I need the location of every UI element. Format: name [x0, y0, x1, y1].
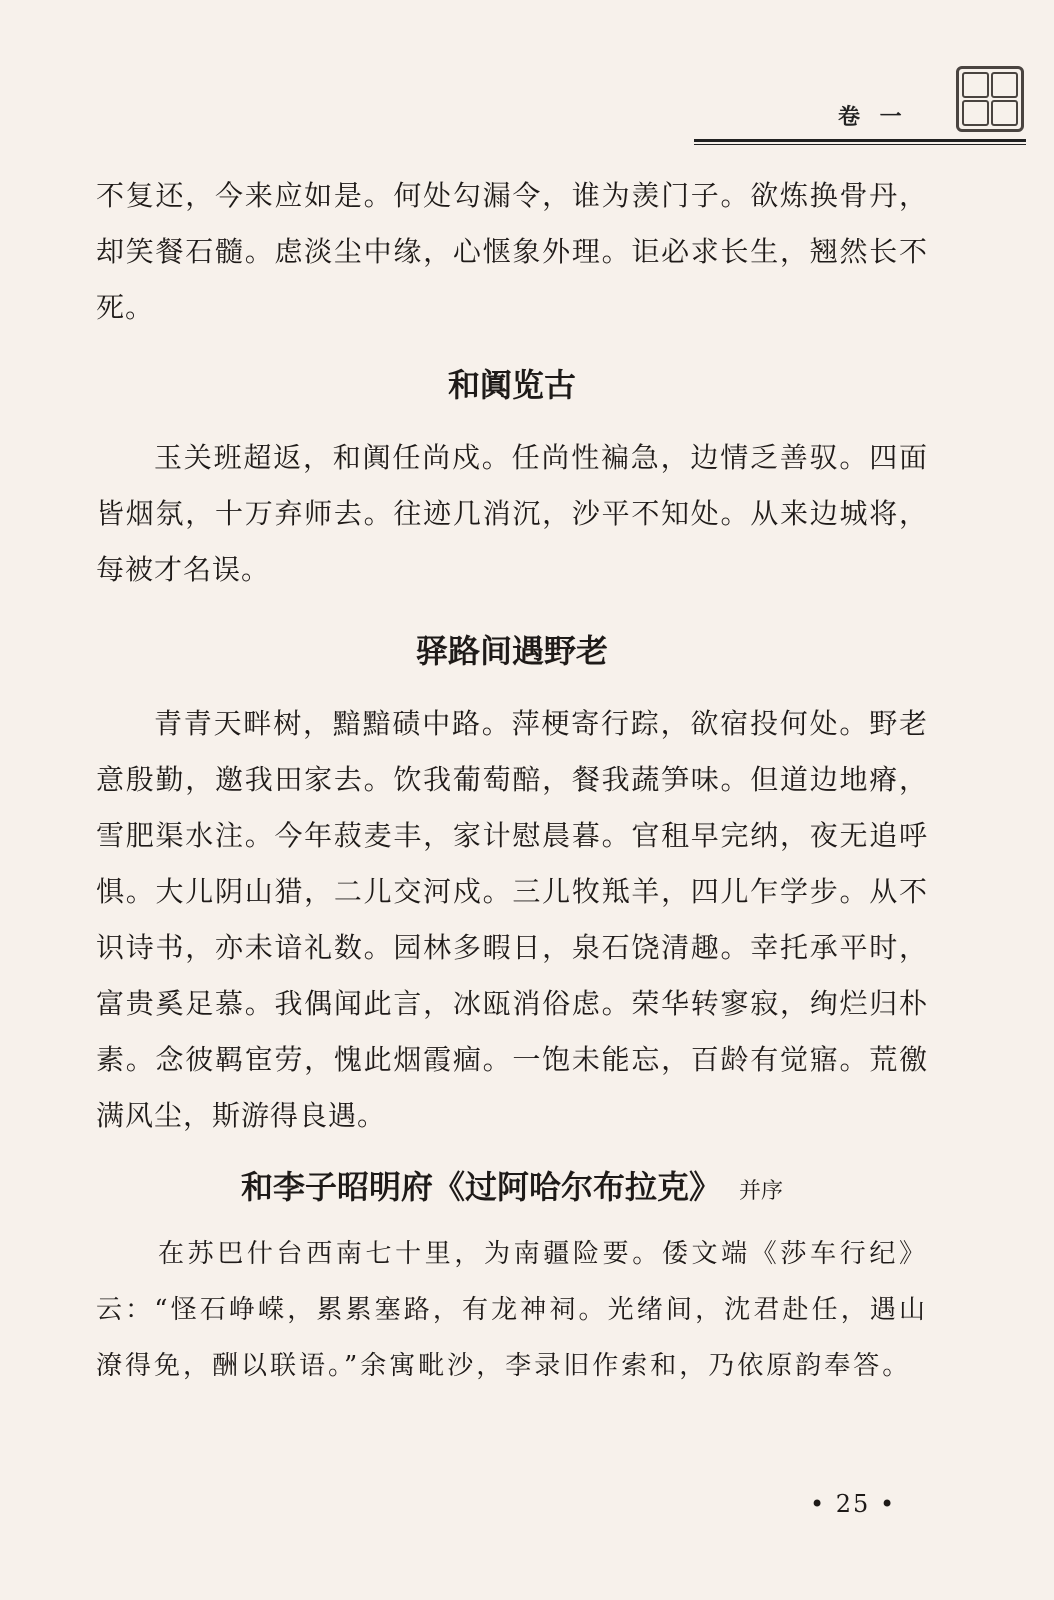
page-number: • 25 •	[810, 1490, 897, 1518]
poem-title-yilu: 驿路间遇野老	[415, 632, 608, 670]
seal-stamp-icon	[956, 66, 1024, 132]
header-rule	[694, 139, 1026, 145]
poem-title-hetian: 和阗览古	[447, 366, 576, 404]
poem-title-suffix: 并序	[739, 1179, 784, 1204]
poem-body-hetian: 玉关班超返，和阗任尚戍。任尚性褊急，边情乏善驭。四面皆烟氛，十万弃师去。往迹几消沉，沙平不知处。从来边城将，每被才名误。	[96, 441, 928, 586]
running-header: 卷 一	[838, 105, 908, 130]
poem-title-li-zizhao	[96, 1162, 928, 1208]
poem-title-text: 和李子昭明府《过阿哈尔布拉克》	[240, 1168, 721, 1206]
poem-preface: 在苏巴什台西南七十里，为南疆险要。倭文端《莎车行纪》云：“怪石峥嵘，累累塞路，有龙神祠。光绪间，沈君赴任，遇山潦得免，酬以联语。”余寓毗沙，李录旧作索和，乃依原韵奉答。	[96, 1239, 928, 1381]
continued-paragraph: 不复还，今来应如是。何处勾漏令，谁为羡门子。欲炼换骨丹，却笑餐石髓。虑淡尘中缘，心惬象外理。讵必求长生，翘然长不死。	[96, 179, 928, 324]
poem-body-yilu: 青青天畔树，黯黯碛中路。萍梗寄行踪，欲宿投何处。野老意殷勤，邀我田家去。饮我葡萄醅，餐我蔬笋味。但道边地瘠，雪肥渠水注。今年菽麦丰，家计慰晨暮。官租早完纳，夜无追呼惧。大儿阴山猎，二儿交河戍。三儿牧羝羊，四儿乍学步。从不识诗书，亦未谙礼数。园林多暇日，泉石饶清趣。幸托承平时，富贵奚足慕。我偶闻此言，冰瓯消俗虑。荣华转寥寂，绚烂归朴素。念彼羁宦劳，愧此烟霞痼。一饱未能忘，百龄有觉寤。荒徼满风尘，斯游得良遇。	[96, 707, 928, 1132]
